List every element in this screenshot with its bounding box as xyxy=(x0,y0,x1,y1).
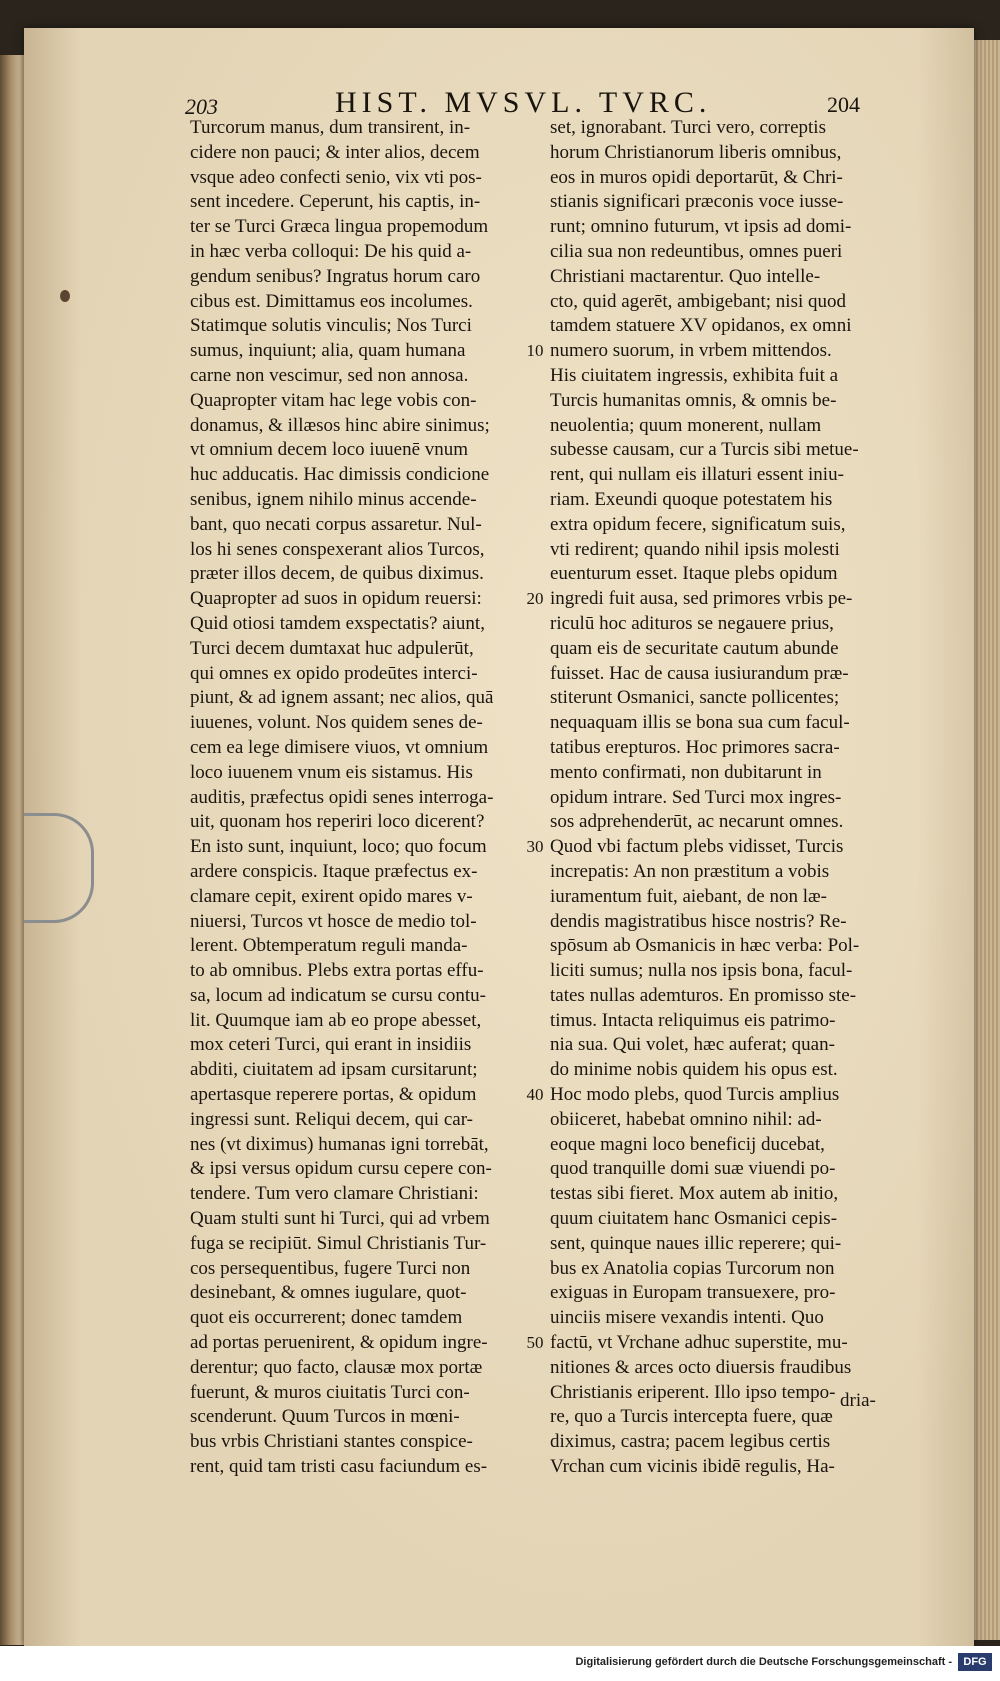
text-line: His ciuitatem ingressis, exhibita fuit a xyxy=(550,364,839,386)
text-line: tamdem statuere XV opidanos, ex omni xyxy=(550,315,852,337)
text-line: sumus, inquiunt; alia, quam humana xyxy=(190,340,466,362)
text-line: quod tranquille domi suæ viuendi po- xyxy=(550,1158,836,1180)
text-line: loco iuuenem vnum eis sistamus. His xyxy=(190,761,473,783)
text-line: diximus, castra; pacem legibus certis xyxy=(550,1431,831,1453)
text-line: increpatis: An non præstitum a vobis xyxy=(550,860,830,882)
text-line: riculū hoc adituros se negauere prius, xyxy=(550,612,834,634)
text-line: quot eis occurrerent; donec tamdem xyxy=(190,1307,463,1329)
text-line: ter se Turci Græca lingua propemodum xyxy=(190,216,489,238)
text-line: exiguas in Europam transuexere, pro- xyxy=(550,1282,836,1304)
book-edge-right xyxy=(970,40,1000,1640)
text-line: rent, qui nullam eis illaturi essent iniu- xyxy=(550,464,844,486)
margin-line-number: 50 xyxy=(526,1333,544,1353)
text-line: Christiani mactarentur. Quo intelle- xyxy=(550,265,821,287)
text-line: lerent. Obtemperatum reguli manda- xyxy=(190,935,468,957)
text-line: nitiones & arces octo diuersis fraudibus xyxy=(550,1356,852,1378)
text-line: dendis magistratibus hisce nostris? Re- xyxy=(550,910,847,932)
text-line: cos persequentibus, fugere Turci non xyxy=(190,1257,471,1279)
text-line: stianis significari præconis voce iusse- xyxy=(550,191,844,213)
text-line: numero suorum, in vrbem mittendos. xyxy=(550,340,832,362)
margin-line-number: 40 xyxy=(526,1085,544,1105)
text-line: horum Christianorum liberis omnibus, xyxy=(550,141,842,163)
ink-spot xyxy=(60,290,70,302)
text-line: tendere. Tum vero clamare Christiani: xyxy=(190,1183,479,1205)
text-line: testas sibi fieret. Mox autem ab initio, xyxy=(550,1183,839,1205)
text-line: clamare cepit, exirent opido mares v- xyxy=(190,885,473,907)
text-line: sa, locum ad indicatum se cursu contu- xyxy=(190,984,487,1006)
text-line: derentur; quo facto, clausæ mox portæ xyxy=(190,1356,483,1378)
text-line: scenderunt. Quum Turcos in mœni- xyxy=(190,1406,460,1428)
text-line: cilia sua non redeuntibus, omnes pueri xyxy=(550,240,843,262)
text-line: apertasque reperere portas, & opidum xyxy=(190,1084,477,1106)
text-line: niuersi, Turcos vt hosce de medio tol- xyxy=(190,910,477,932)
margin-line-number: 30 xyxy=(526,837,544,857)
text-line: ingredi fuit ausa, sed primores vrbis pe- xyxy=(550,588,853,610)
margin-line-number: 10 xyxy=(526,341,544,361)
text-line: En isto sunt, inquiunt, loco; quo focum xyxy=(190,836,487,858)
text-line: eos in muros opidi deportarūt, & Chri- xyxy=(550,166,843,188)
text-line: to ab omnibus. Plebs extra portas effu- xyxy=(190,960,484,982)
text-line: cidere non pauci; & inter alios, decem xyxy=(190,141,480,163)
text-line: uit, quonam hos reperiri loco dicerent? xyxy=(190,811,485,833)
text-line: neuolentia; quum monerent, nullam xyxy=(550,414,822,436)
text-line: Hoc modo plebs, quod Turcis amplius xyxy=(550,1084,840,1106)
text-line: vsque adeo confecti senio, vix vti pos- xyxy=(190,166,482,188)
text-line: los hi senes conspexerant alios Turcos, xyxy=(190,538,485,560)
text-line: eoque magni loco beneficij ducebat, xyxy=(550,1133,825,1155)
text-line: quum ciuitatem hanc Osmanici cepis- xyxy=(550,1208,838,1230)
text-line: carne non vescimur, sed non annosa. xyxy=(190,364,469,386)
text-line: timus. Intacta reliquimus eis patrimo- xyxy=(550,1009,836,1031)
text-line: donamus, & illæsos hinc abire sinimus; xyxy=(190,414,490,436)
text-line: sent, quinque naues illic reperere; qui- xyxy=(550,1232,842,1254)
text-line: Turci decem dumtaxat huc adpulerūt, xyxy=(190,637,474,659)
right-text-column xyxy=(550,116,880,1480)
text-line: opidum intrare. Sed Turci mox ingres- xyxy=(550,786,842,808)
text-line: mento confirmati, non dubitarunt in xyxy=(550,761,822,783)
text-line: Quapropter vitam hac lege vobis con- xyxy=(190,389,477,411)
margin-line-number: 20 xyxy=(526,589,544,609)
text-line: huc adducatis. Hac dimissis condicione xyxy=(190,464,490,486)
text-line: liciti sumus; nulla nos ipsis bona, facul- xyxy=(550,960,853,982)
text-line: nia sua. Qui volet, hæc auferat; quan- xyxy=(550,1034,835,1056)
text-line: cibus est. Dimittamus eos incolumes. xyxy=(190,290,473,312)
text-line: desinebant, & omnes iugulare, quot- xyxy=(190,1282,467,1304)
text-line: Quapropter ad suos in opidum reuersi: xyxy=(190,588,482,610)
text-line: obiiceret, habebat omnino nihil: ad- xyxy=(550,1108,822,1130)
text-line: riam. Exeundi quoque potestatem his xyxy=(550,488,833,510)
text-line: piunt, & ad ignem assant; nec alios, quā xyxy=(190,687,494,709)
text-line: mox ceteri Turci, qui erant in insidiis xyxy=(190,1034,472,1056)
text-line: Quod vbi factum plebs vidisset, Turcis xyxy=(550,836,844,858)
text-line: iuramentum fuit, aiebant, de non læ- xyxy=(550,885,828,907)
text-line: nes (vt diximus) humanas igni torrebāt, xyxy=(190,1133,489,1155)
page-number-left: 203 xyxy=(185,94,218,119)
text-line: fuisset. Hac de causa iusiurandum præ- xyxy=(550,662,849,684)
text-line: Statimque solutis vinculis; Nos Turci xyxy=(190,315,472,337)
footer-credit: Digitalisierung gefördert durch die Deutsche Forschungsgemeinschaft - xyxy=(575,1656,952,1668)
page-number-right: 204 xyxy=(827,92,860,117)
text-line: tatibus erepturos. Hoc primores sacra- xyxy=(550,736,840,758)
text-line: Turcorum manus, dum transirent, in- xyxy=(190,117,471,138)
text-line: bus vrbis Christiani stantes conspice- xyxy=(190,1431,473,1453)
text-line: bus ex Anatolia copias Turcorum non xyxy=(550,1257,835,1279)
text-line: auditis, præfectus opidi senes interroga- xyxy=(190,786,494,808)
catchword: dria- xyxy=(840,1390,876,1411)
text-line: do minime nobis quidem his opus est. xyxy=(550,1059,838,1081)
text-line: ad portas peruenirent, & opidum ingre- xyxy=(190,1332,488,1354)
text-line: cem ea lege dimisere viuos, vt omnium xyxy=(190,736,489,758)
text-line: Quid otiosi tamdem exspectatis? aiunt, xyxy=(190,612,485,634)
text-line: sos adprehenderūt, ac necarunt omnes. xyxy=(550,811,844,833)
text-line: extra opidum fecere, significatum suis, xyxy=(550,513,846,535)
text-line: senibus, ignem nihilo minus accende- xyxy=(190,488,477,510)
text-line: in hæc verba colloqui: De his quid a- xyxy=(190,240,472,262)
dfg-logo: DFG xyxy=(958,1653,992,1671)
text-line: re, quo a Turcis intercepta fuere, quæ xyxy=(550,1406,833,1428)
text-line: sent incedere. Ceperunt, his captis, in- xyxy=(190,191,481,213)
text-line: qui omnes ex opido prodeūtes interci- xyxy=(190,662,478,684)
text-line: lit. Quumque iam ab eo prope abesset, xyxy=(190,1009,482,1031)
text-line: nequaquam illis se bona sua cum facul- xyxy=(550,712,850,734)
text-line: ardere conspicis. Itaque præfectus ex- xyxy=(190,860,478,882)
text-line: uinciis misere vexandis intenti. Quo xyxy=(550,1307,824,1329)
text-line: Turcis humanitas omnis, & omnis be- xyxy=(550,389,837,411)
text-line: quam eis de securitate cautum abunde xyxy=(550,637,839,659)
text-line: set, ignorabant. Turci vero, correptis xyxy=(550,117,826,138)
text-line: gendum senibus? Ingratus horum caro xyxy=(190,265,481,287)
text-line: iuuenes, volunt. Nos quidem senes de- xyxy=(190,712,483,734)
text-line: abditi, ciuitatem ad ipsam cursitarunt; xyxy=(190,1059,478,1081)
text-line: fuerunt, & muros ciuitatis Turci con- xyxy=(190,1381,470,1403)
text-line: stiterunt Osmanici, sancte pollicentes; xyxy=(550,687,840,709)
text-line: Quam stulti sunt hi Turci, qui ad vrbem xyxy=(190,1208,490,1230)
text-line: runt; omnino futurum, vt ipsis ad domi- xyxy=(550,216,852,238)
running-title: HIST. MVSVL. TVRC. xyxy=(335,86,712,119)
text-line: tates nullas ademturos. En promisso ste- xyxy=(550,984,857,1006)
text-line: vti redirent; quando nihil ipsis molesti xyxy=(550,538,840,560)
text-line: cto, quid agerēt, ambigebant; nisi quod xyxy=(550,290,847,312)
footer-bar xyxy=(0,1646,1000,1681)
book-edge-left xyxy=(0,55,26,1645)
text-line: Vrchan cum vicinis ibidē regulis, Ha- xyxy=(550,1456,835,1478)
text-line: fuga se recipiūt. Simul Christianis Tur- xyxy=(190,1232,487,1254)
text-line: rent, quid tam tristi casu faciundum es- xyxy=(190,1456,488,1478)
text-line: euenturum esset. Itaque plebs opidum xyxy=(550,563,838,585)
text-line: bant, quo necati corpus assaretur. Nul- xyxy=(190,513,482,535)
paper-clip xyxy=(24,813,94,923)
text-line: subesse causam, cur a Turcis sibi metue- xyxy=(550,439,859,461)
text-line: & ipsi versus opidum cursu cepere con- xyxy=(190,1158,492,1180)
text-line: ingressi sunt. Reliqui decem, qui car- xyxy=(190,1108,473,1130)
text-line: Christianis eriperent. Illo ipso tempo- xyxy=(550,1381,836,1403)
text-line: vt omnium decem loco iuuenē vnum xyxy=(190,439,469,461)
text-line: factū, vt Vrchane adhuc superstite, mu- xyxy=(550,1332,848,1354)
text-line: spōsum ab Osmanicis in hæc verba: Pol- xyxy=(550,935,860,957)
left-text-column xyxy=(190,116,520,1480)
text-line: præter illos decem, de quibus diximus. xyxy=(190,563,484,585)
